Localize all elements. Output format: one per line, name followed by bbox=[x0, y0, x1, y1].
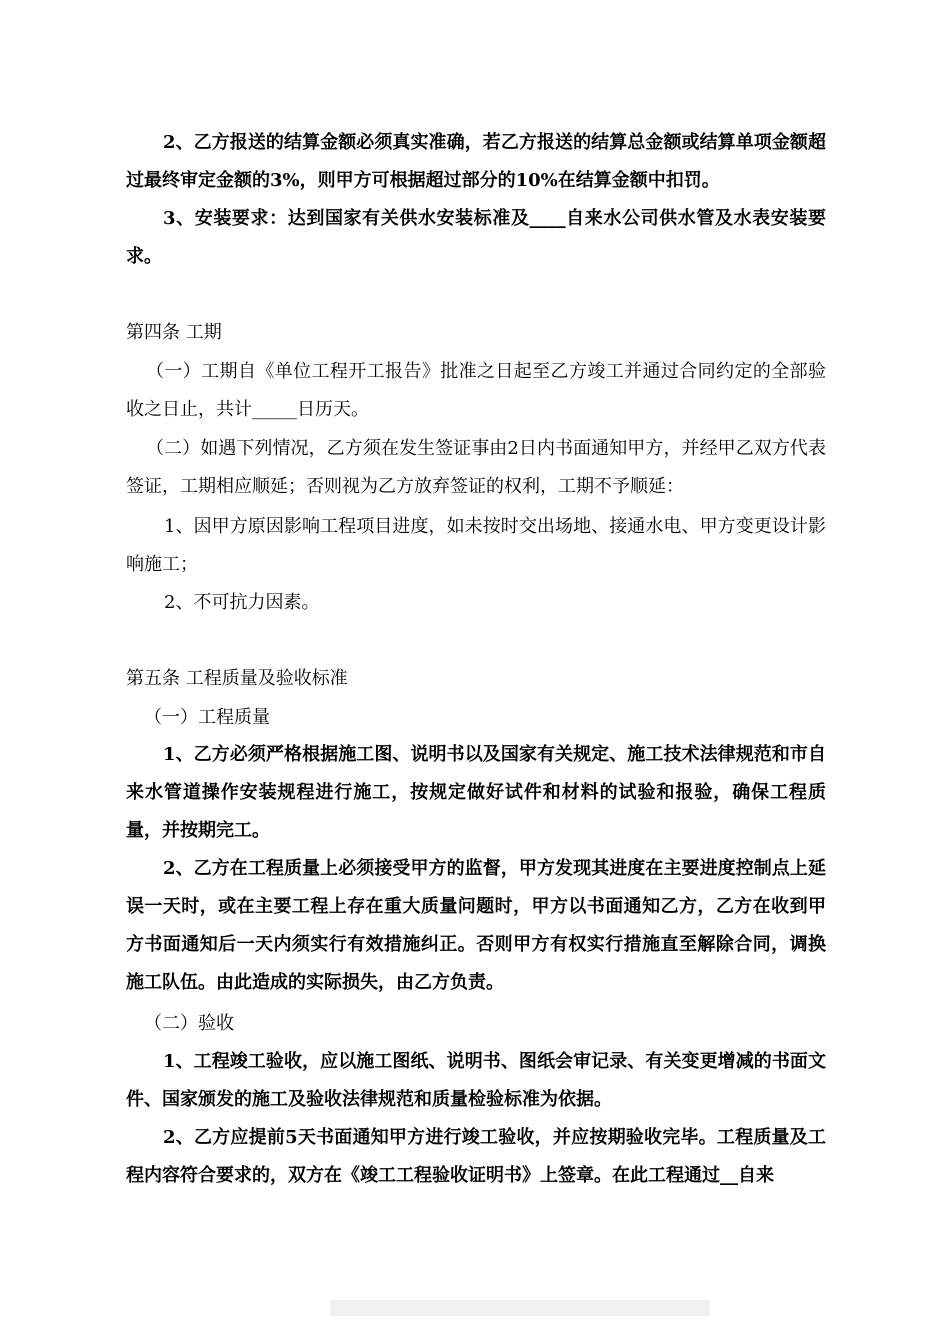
article-4-item-2: （二）如遇下列情况，乙方须在发生签证事由2日内书面通知甲方，并经甲乙双方代表签证，工期相应顺延；否则视为乙方放弃签证的权利，工期不予顺延： bbox=[126, 438, 826, 497]
article-5-quality-item-2: 2、乙方在工程质量上必须接受甲方的监督，甲方发现其进度在主要进度控制点上延误一天时，或在主要工程上存在重大质量问题时，甲方以书面通知乙方，乙方在收到甲方书面通知后一天内须实行有效措施纠正。否则甲方有权实行措施直至解除合同，调换施工队伍。由此造成的实际损失，由乙方负责。 bbox=[126, 858, 826, 993]
article-4-item-2-sub-2: 2、不可抗力因素。 bbox=[164, 592, 320, 613]
clause-3-item-2: 2、乙方报送的结算金额必须真实准确，若乙方报送的结算总金额或结算单项金额超过最终审定金额的3%，则甲方可根据超过部分的10%在结算金额中扣罚。 bbox=[126, 132, 826, 191]
article-5-heading: 第五条 工程质量及验收标准 bbox=[126, 668, 348, 689]
clause-3-item-3: 3、安装要求：达到国家有关供水安装标准及____自来水公司供水管及水表安装要求。 bbox=[126, 208, 826, 267]
article-5-acceptance-item-2: 2、乙方应提前5天书面通知甲方进行竣工验收，并应按期验收完毕。工程质量及工程内容符合要求的，双方在《竣工工程验收证明书》上签章。在此工程通过__自来 bbox=[126, 1127, 826, 1186]
article-5-acceptance-item-1: 1、工程竣工验收，应以施工图纸、说明书、图纸会审记录、有关变更增减的书面文件、国家颁发的施工及验收法律规范和质量检验标准为依据。 bbox=[126, 1051, 826, 1110]
article-4-item-2-sub-1: 1、因甲方原因影响工程项目进度，如未按时交出场地、接通水电、甲方变更设计影响施工； bbox=[126, 516, 826, 575]
faint-watermark bbox=[330, 1294, 710, 1322]
article-5-quality-item-1: 1、乙方必须严格根据施工图、说明书以及国家有关规定、施工技术法律规范和市自来水管道操作安装规程进行施工，按规定做好试件和材料的试验和报验，确保工程质量，并按期完工。 bbox=[126, 744, 826, 841]
article-4-item-1: （一）工期自《单位工程开工报告》批准之日起至乙方竣工并通过合同约定的全部验收之日止，共计_____日历天。 bbox=[126, 361, 826, 420]
article-4-heading: 第四条 工期 bbox=[126, 322, 222, 343]
article-5-subheading-acceptance: （二）验收 bbox=[144, 1013, 234, 1034]
article-5-subheading-quality: （一）工程质量 bbox=[144, 707, 270, 728]
